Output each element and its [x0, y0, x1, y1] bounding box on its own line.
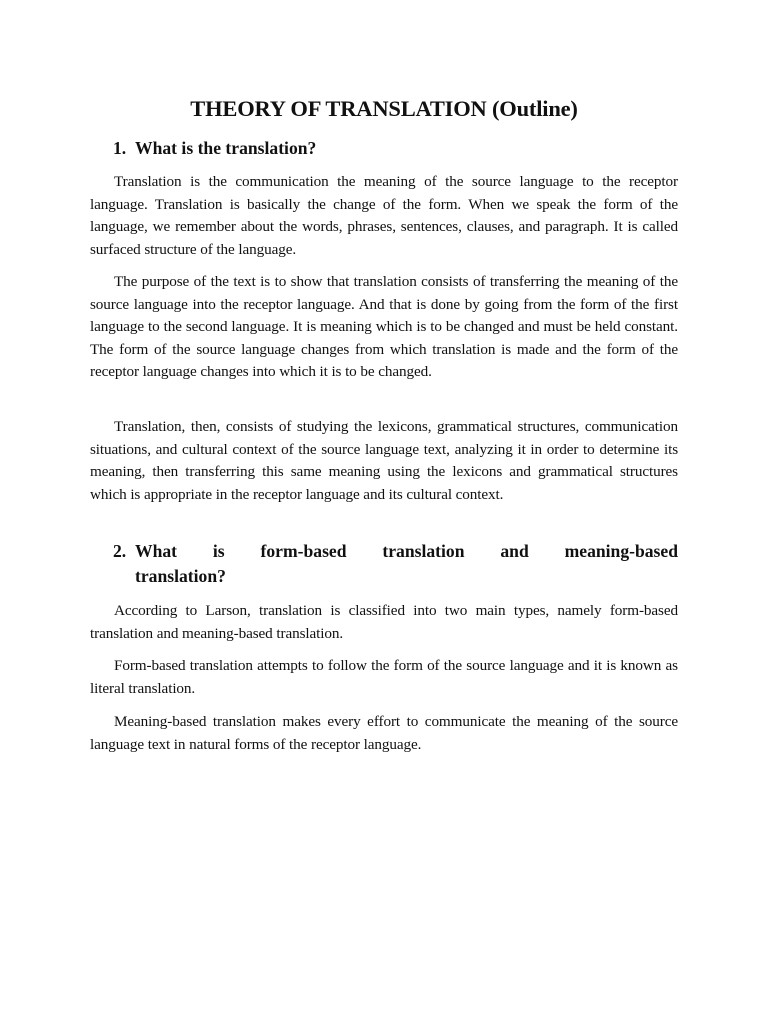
section-1-paragraph-1: Translation is the communication the meaning of the source language to the receptor language. Translation is basically the change of the form. When we speak the form of the language, we remember about the words, phrases, sentences, clauses, and paragraph. It is called surfaced structure of the language.	[90, 173, 678, 258]
section-2-paragraph-1: According to Larson, translation is classified into two main types, namely form-based translation and meaning-based translation.	[90, 602, 678, 642]
section-1-paragraph-3: Translation, then, consists of studying the lexicons, grammatical structures, communication situations, and cultural context of the source language text, analyzing it in order to determine its meaning, then transferring this same meaning using the lexicons and grammatical structures which is appropriate in the receptor language and its cultural context.	[90, 418, 678, 503]
section-2-paragraph-2: Form-based translation attempts to follow the form of the source language and it is known as literal translation.	[90, 657, 678, 697]
section-1-number: 1.	[113, 138, 127, 158]
document-title: THEORY OF TRANSLATION (Outline)	[190, 96, 578, 121]
section-1-heading-text: What is the translation?	[135, 138, 317, 158]
section-2-heading-text	[113, 539, 678, 589]
section-2-heading-line-1: What is form-based translation and meaning-based	[135, 541, 678, 561]
section-2-paragraph-3: Meaning-based translation makes every effort to communicate the meaning of the source language text in natural forms of the receptor language.	[90, 713, 678, 753]
section-2-heading-line-2: translation?	[135, 566, 226, 586]
section-1-paragraph-2: The purpose of the text is to show that translation consists of transferring the meaning of the source language into the receptor language. And that is done by going from the form of the first language to the second language. It is meaning which is to be changed and must be held constant. The form of the source language changes from which translation is made and the form of the receptor language changes into which it is to be changed.	[90, 273, 678, 381]
section-2-heading	[113, 539, 678, 589]
section-2-number: 2.	[113, 541, 127, 561]
section-1-heading	[113, 136, 678, 161]
